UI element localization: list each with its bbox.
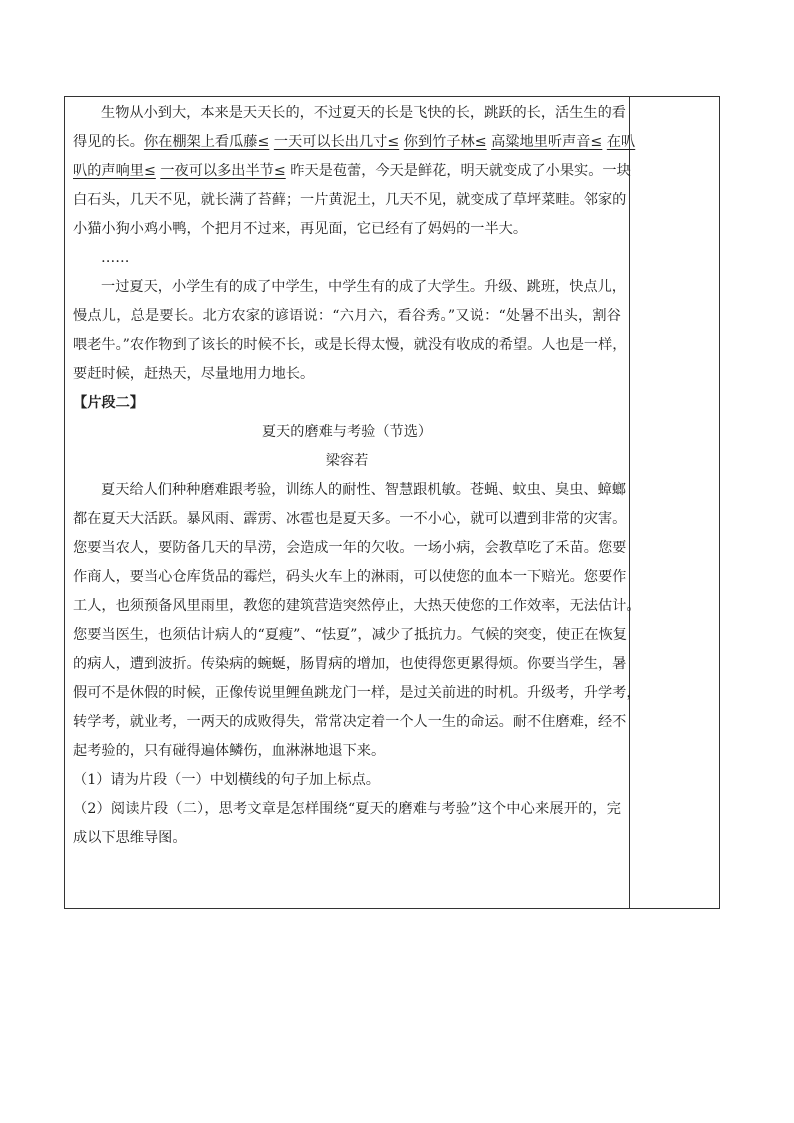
segment2-line-6: 您要当医生，也须估计病人的“夏瘦”、“怯夏”，减少了抵抗力。气候的突变，使正在恢复 <box>73 627 627 643</box>
segment2-line-5: 工人，也须预备风里雨里，教您的建筑营造突然停止，大热天使您的工作效率，无法估计。 <box>73 598 641 614</box>
segment1-line-5: 小猫小狗小鸡小鸭，个把月不过来，再见面，它已经有了妈妈的一半大。 <box>73 221 528 237</box>
question-1: （1）请为片段（一）中划横线的句子加上标点。 <box>73 772 380 788</box>
segment2-line-2: 都在夏天大活跃。暴风雨、霹雳、冰雹也是夏天多。一不小心，就可以遭到非常的灾害。 <box>73 511 627 527</box>
segment1-line-2 <box>73 128 636 157</box>
segment1-line-1: 生物从小到大，本来是天天长的，不过夏天的长是飞快的长，跳跃的长，活生生的看 <box>101 105 626 121</box>
segment1-line-9: 要赶时候，赶热天，尽量地用力地长。 <box>73 366 315 382</box>
underlined-sentence: 在叭 <box>606 134 636 150</box>
worksheet-table <box>64 96 720 909</box>
segment1-line-7: 慢点儿，总是要长。北方农家的谚语说：“六月六，看谷秀。”又说：“处暑不出头，割谷 <box>73 308 621 324</box>
segment1-line-6: 一过夏天，小学生有的成了中学生，中学生有的成了大学生。升级、跳班，快点儿， <box>101 279 626 295</box>
question-2-line-1: （2）阅读片段（二），思考文章是怎样围绕“夏天的磨难与考验”这个中心来展开的，完 <box>73 801 621 817</box>
underlined-sentence: 叭的声响里≤ <box>73 163 156 179</box>
segment2-line-9: 转学考，就业考，一两天的成败得失，常常决定着一个人一生的命运。耐不住磨难，经不 <box>73 714 627 730</box>
underlined-sentence: 高粱地里听声音≤ <box>491 134 603 150</box>
segment2-label: 【片段二】 <box>73 395 144 411</box>
segment1-text: 昨天是苞蕾，今天是鲜花，明天就变成了小果实。一块 <box>290 163 631 179</box>
segment2-line-3: 您要当农人，要防备几天的旱涝，会造成一年的欠收。一场小病，会教草吃了禾苗。您要 <box>73 540 627 556</box>
segment1-text: 得见的长。 <box>73 134 144 150</box>
segment1-line-3 <box>73 157 631 186</box>
underlined-sentence: 一夜可以多出半节≤ <box>160 163 286 179</box>
segment2-line-8: 假可不是休假的时候，正像传说里鲤鱼跳龙门一样，是过关前进的时机。升级考，升学考， <box>73 685 641 701</box>
underlined-sentence: 你在棚架上看瓜藤≤ <box>143 134 270 150</box>
segment2-line-1: 夏天给人们种种磨难跟考验，训练人的耐性、智慧跟机敏。苍蝇、蚊虫、臭虫、蟑螂 <box>101 482 626 498</box>
table-column-divider <box>629 97 630 908</box>
ellipsis: …… <box>101 250 130 266</box>
question-2-line-2: 成以下思维导图。 <box>73 830 187 846</box>
content-cell <box>73 97 641 853</box>
segment2-line-10: 起考验的，只有碰得遍体鳞伤，血淋淋地退下来。 <box>73 743 386 759</box>
underlined-sentence: 你到竹子林≤ <box>403 134 487 150</box>
underlined-sentence: 一天可以长出几寸≤ <box>273 134 400 150</box>
segment1-line-4: 白石头，几天不见，就长满了苔藓；一片黄泥土，几天不见，就变成了草坪菜畦。邻家的 <box>73 192 627 208</box>
segment2-title: 夏天的磨难与考验（节选） <box>261 424 433 440</box>
segment2-author: 梁容若 <box>325 453 369 469</box>
segment2-line-7: 的病人，遭到波折。传染病的蜿蜒，肠胃病的增加，也使得您更累得烦。你要当学生，暑 <box>73 656 627 672</box>
segment2-line-4: 作商人，要当心仓库货品的霉烂，码头火车上的淋雨，可以使您的血本一下赔光。您要作 <box>73 569 627 585</box>
segment1-line-8: 喂老牛。”农作物到了该长的时候不长，或是长得太慢，就没有收成的希望。人也是一样， <box>73 337 627 353</box>
